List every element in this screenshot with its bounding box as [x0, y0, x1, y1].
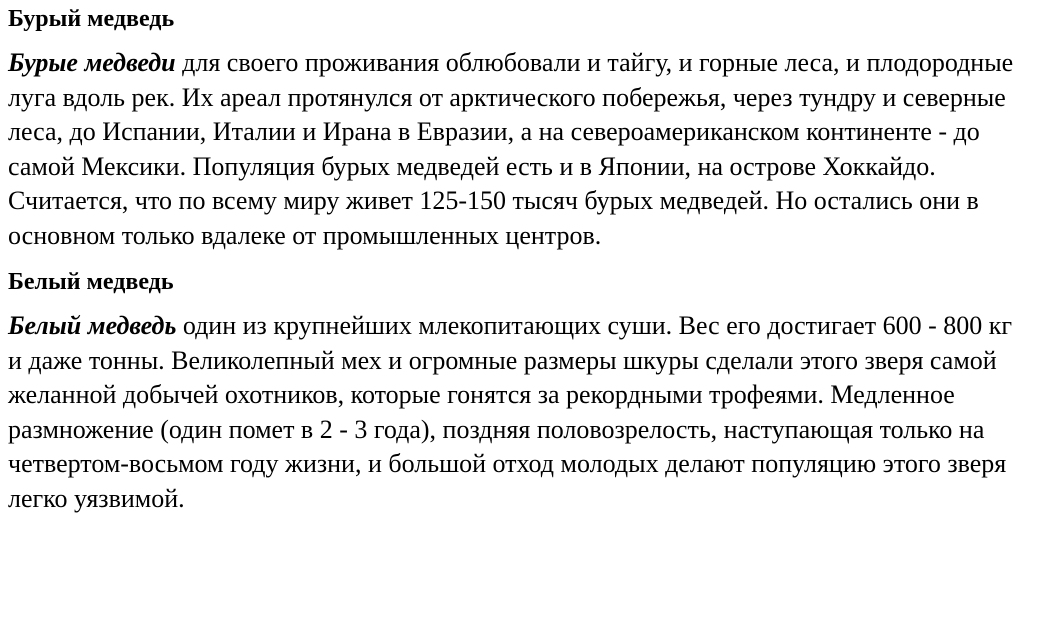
polar-bear-paragraph: [8, 309, 1023, 516]
brown-bear-paragraph: [8, 46, 1023, 253]
polar-bear-section: [8, 265, 1023, 516]
brown-bear-lead: Бурые медведи: [8, 48, 176, 77]
brown-bear-text: для своего проживания облюбовали и тайгу, и горные леса, и плодородные луга вдоль рек. Их ареал протянулся от арктического побережья, через тундру и северные леса, до Испании, Италии и Ирана в Евразии, а на североамериканском континенте - до самой Мексики. Популяция бурых медведей есть и в Японии, на острове Хоккайдо. Считается, что по всему миру живет 125-150 тысяч бурых медведей. Но остались они в основном только вдалеке от промышленных центров.: [8, 48, 1014, 250]
polar-bear-lead: Белый медведь: [8, 311, 177, 340]
polar-bear-text: один из крупнейших млекопитающих суши. Вес его достигает 600 - 800 кг и даже тонны. Великолепный мех и огромные размеры шкуры сделали этого зверя самой желанной добычей охотников, которые гонятся за рекордными трофеями. Медленное размножение (один помет в 2 - 3 года), поздняя половозрелость, наступающая только на четвертом-восьмом году жизни, и большой отход молодых делают популяцию этого зверя легко уязвимой.: [8, 311, 1013, 513]
brown-bear-heading: Бурый медведь: [8, 6, 175, 32]
brown-bear-section: [8, 0, 1023, 253]
polar-bear-heading: Белый медведь: [8, 269, 174, 295]
